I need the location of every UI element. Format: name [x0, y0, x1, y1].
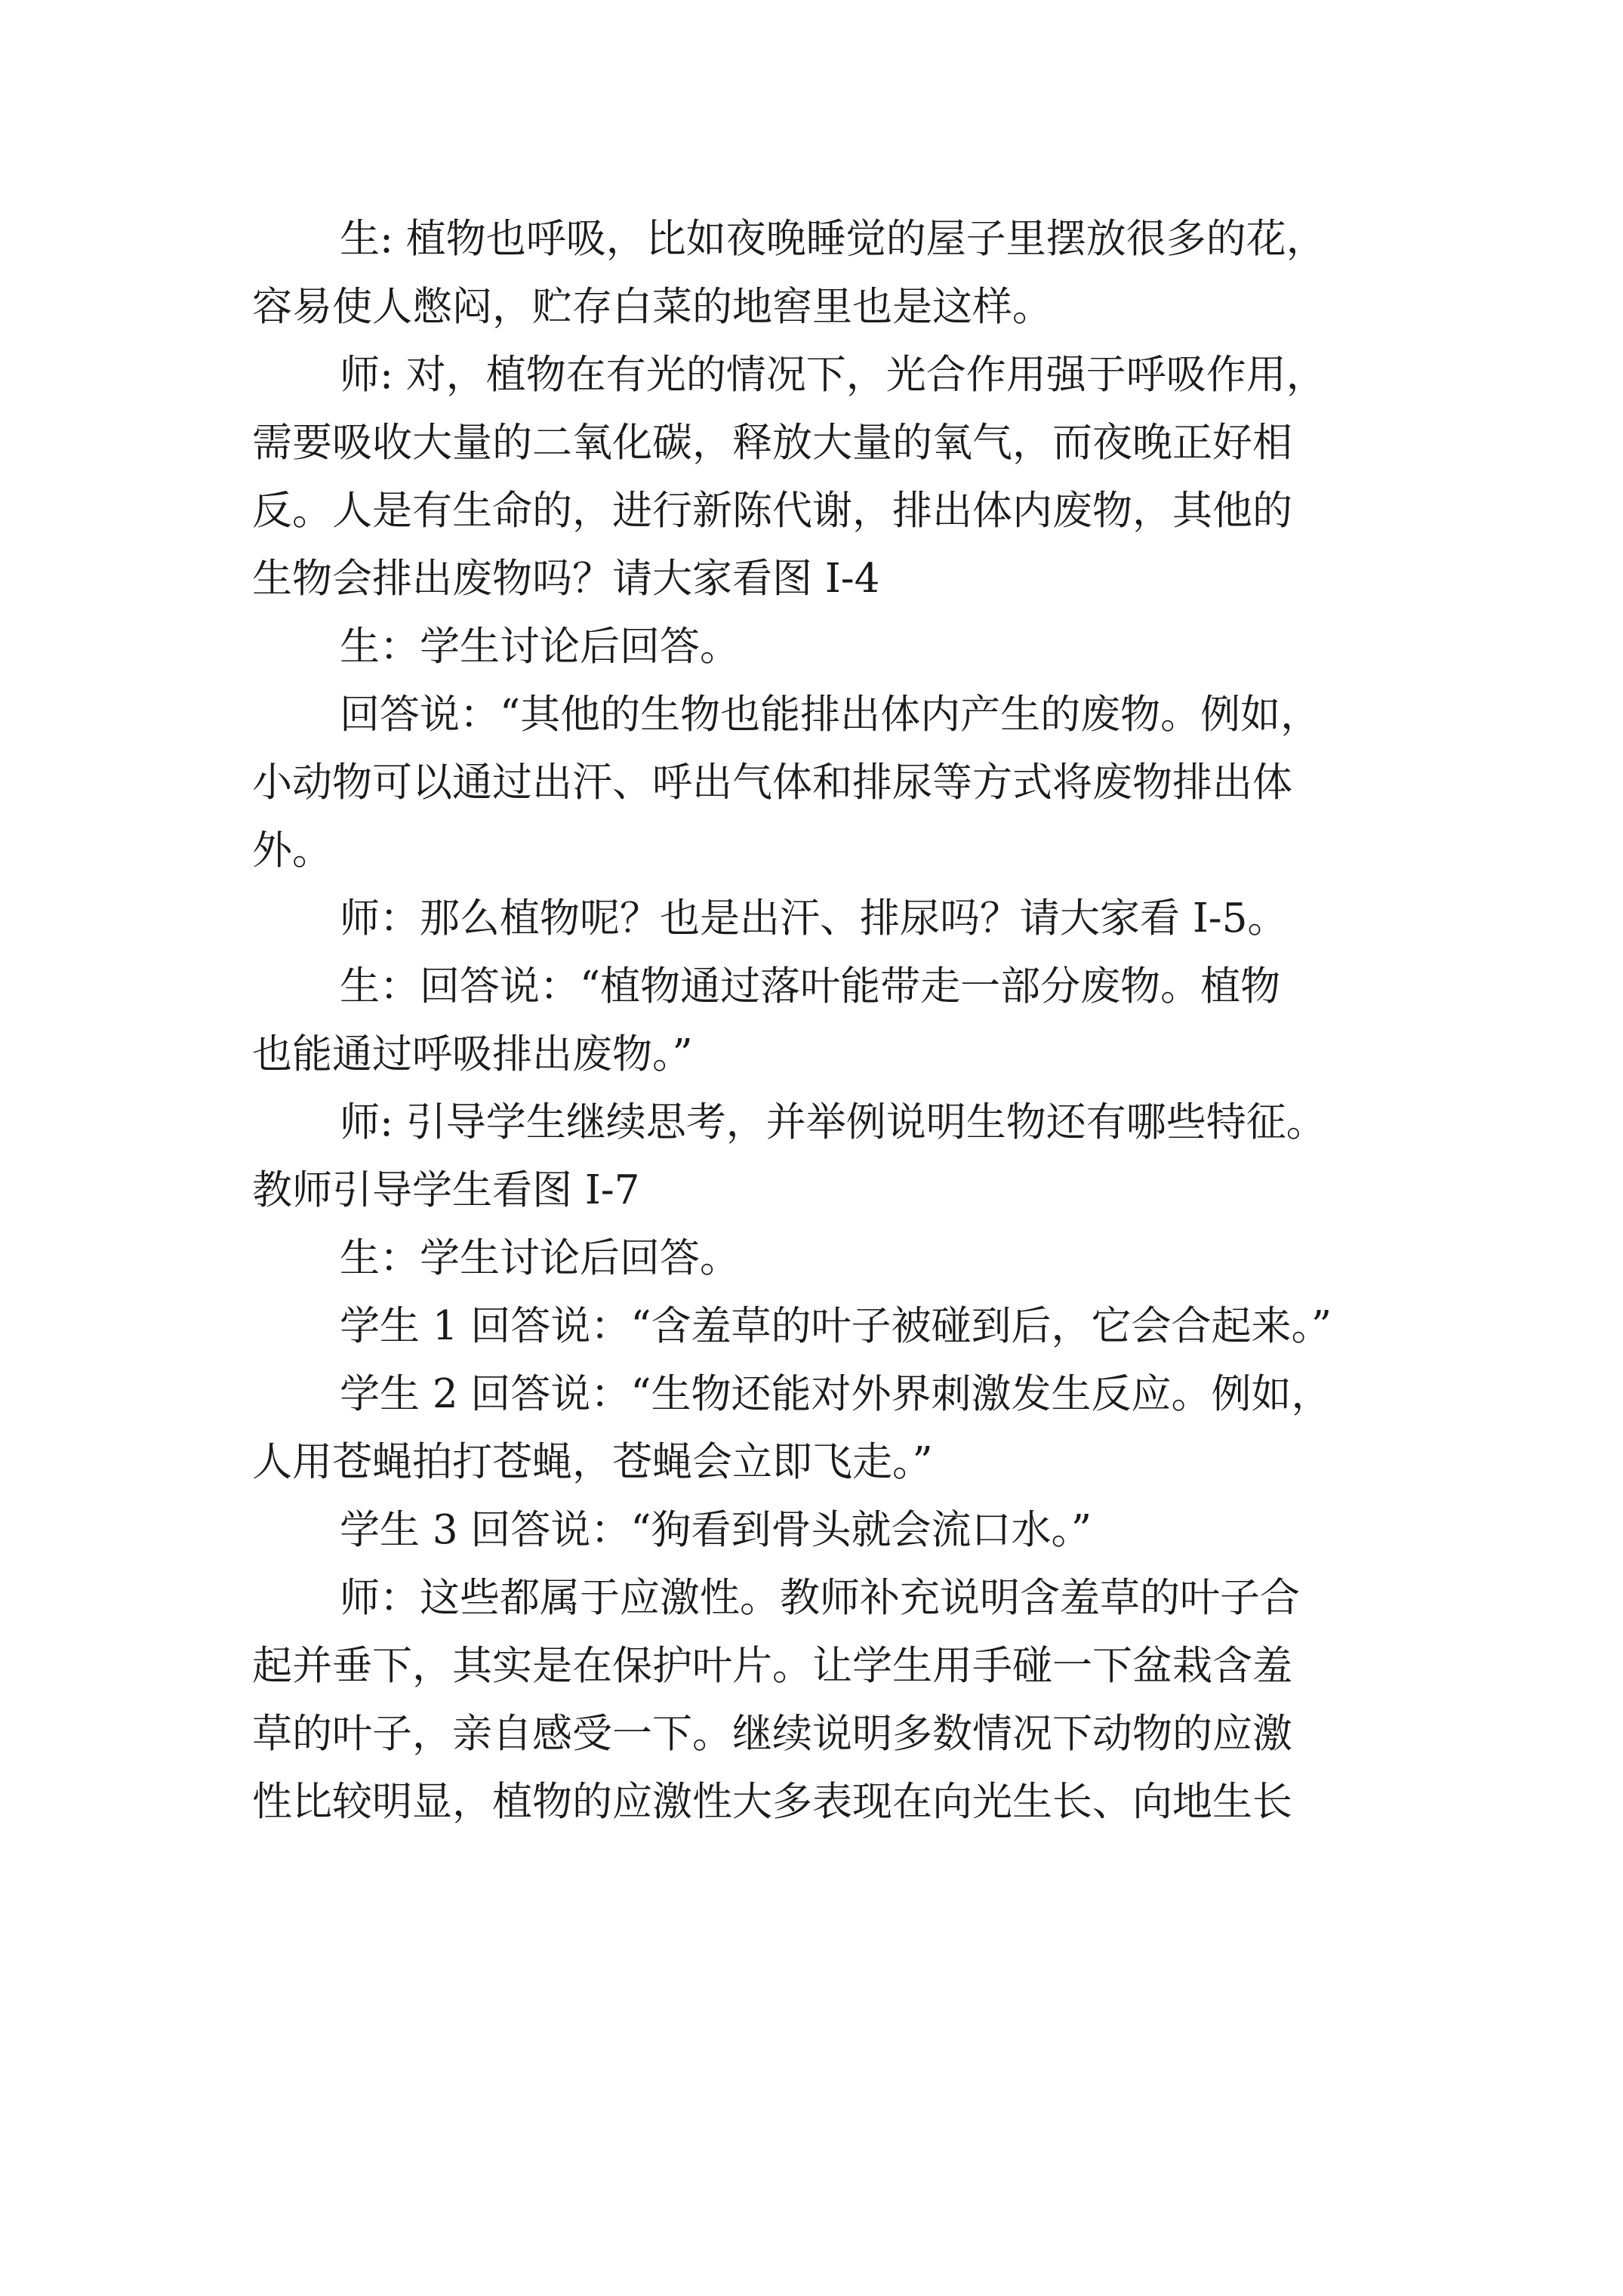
paragraph-line: 教师引导学生看图 I-7: [252, 1167, 640, 1213]
paragraph: [252, 613, 1384, 681]
paragraph-line: 生：学生讨论后回答。: [340, 1235, 740, 1281]
paragraph: [252, 341, 1384, 613]
document-body: [252, 205, 1384, 1836]
paragraph-line: 也能通过呼吸排出废物。”: [252, 1031, 693, 1077]
paragraph: [252, 1361, 1384, 1496]
paragraph-line: 师: 对，植物在有光的情况下，光合作用强于呼吸作用，: [340, 352, 1326, 398]
paragraph-line: 学生 3 回答说：“狗看到骨头就会流口水。”: [340, 1507, 1092, 1553]
paragraph: [252, 1089, 1384, 1225]
paragraph-line: 学生 1 回答说：“含羞草的叶子被碰到后，它会合起来。”: [340, 1303, 1332, 1349]
paragraph-line: 草的叶子，亲自感受一下。继续说明多数情况下动物的应激: [252, 1711, 1292, 1757]
paragraph-line: 学生 2 回答说：“生物还能对外界刺激发生反应。例如，: [340, 1371, 1332, 1417]
paragraph-line: 性比较明显，植物的应激性大多表现在向光生长、向地生长: [252, 1779, 1292, 1825]
paragraph: [252, 885, 1384, 953]
paragraph: [252, 1564, 1384, 1836]
paragraph-line: 人用苍蝇拍打苍蝇，苍蝇会立即飞走。”: [252, 1439, 933, 1485]
paragraph-line: 生: 植物也呼吸，比如夜晚睡觉的屋子里摆放很多的花，: [340, 216, 1326, 262]
paragraph-line: 回答说：“其他的生物也能排出体内产生的废物。例如，: [340, 692, 1321, 738]
paragraph: [252, 1225, 1384, 1293]
paragraph-line: 生：回答说：“植物通过落叶能带走一部分废物。植物: [340, 963, 1281, 1009]
paragraph-line: 小动物可以通过出汗、呼出气体和排尿等方式将废物排出体: [252, 760, 1292, 806]
paragraph-line: 容易使人憋闷，贮存白菜的地窖里也是这样。: [252, 284, 1052, 330]
paragraph-line: 生：学生讨论后回答。: [340, 624, 740, 670]
paragraph: [252, 1496, 1384, 1564]
paragraph-line: 师: 引导学生继续思考，并举例说明生物还有哪些特征。: [340, 1099, 1326, 1145]
paragraph-line: 反。人是有生命的，进行新陈代谢，排出体内废物，其他的: [252, 488, 1292, 534]
paragraph: [252, 1293, 1384, 1361]
paragraph: [252, 953, 1384, 1089]
paragraph-line: 需要吸收大量的二氧化碳，释放大量的氧气，而夜晚正好相: [252, 420, 1292, 466]
paragraph-line: 师：那么植物呢？也是出汗、排尿吗？请大家看 I-5。: [340, 895, 1288, 942]
paragraph-line: 师：这些都属于应激性。教师补充说明含羞草的叶子合: [340, 1575, 1300, 1621]
paragraph-line: 生物会排出废物吗？请大家看图 I-4: [252, 556, 880, 602]
paragraph-line: 起并垂下，其实是在保护叶片。让学生用手碰一下盆栽含羞: [252, 1643, 1292, 1689]
paragraph: [252, 205, 1384, 341]
paragraph-line: 外。: [252, 827, 332, 874]
paragraph: [252, 681, 1384, 885]
